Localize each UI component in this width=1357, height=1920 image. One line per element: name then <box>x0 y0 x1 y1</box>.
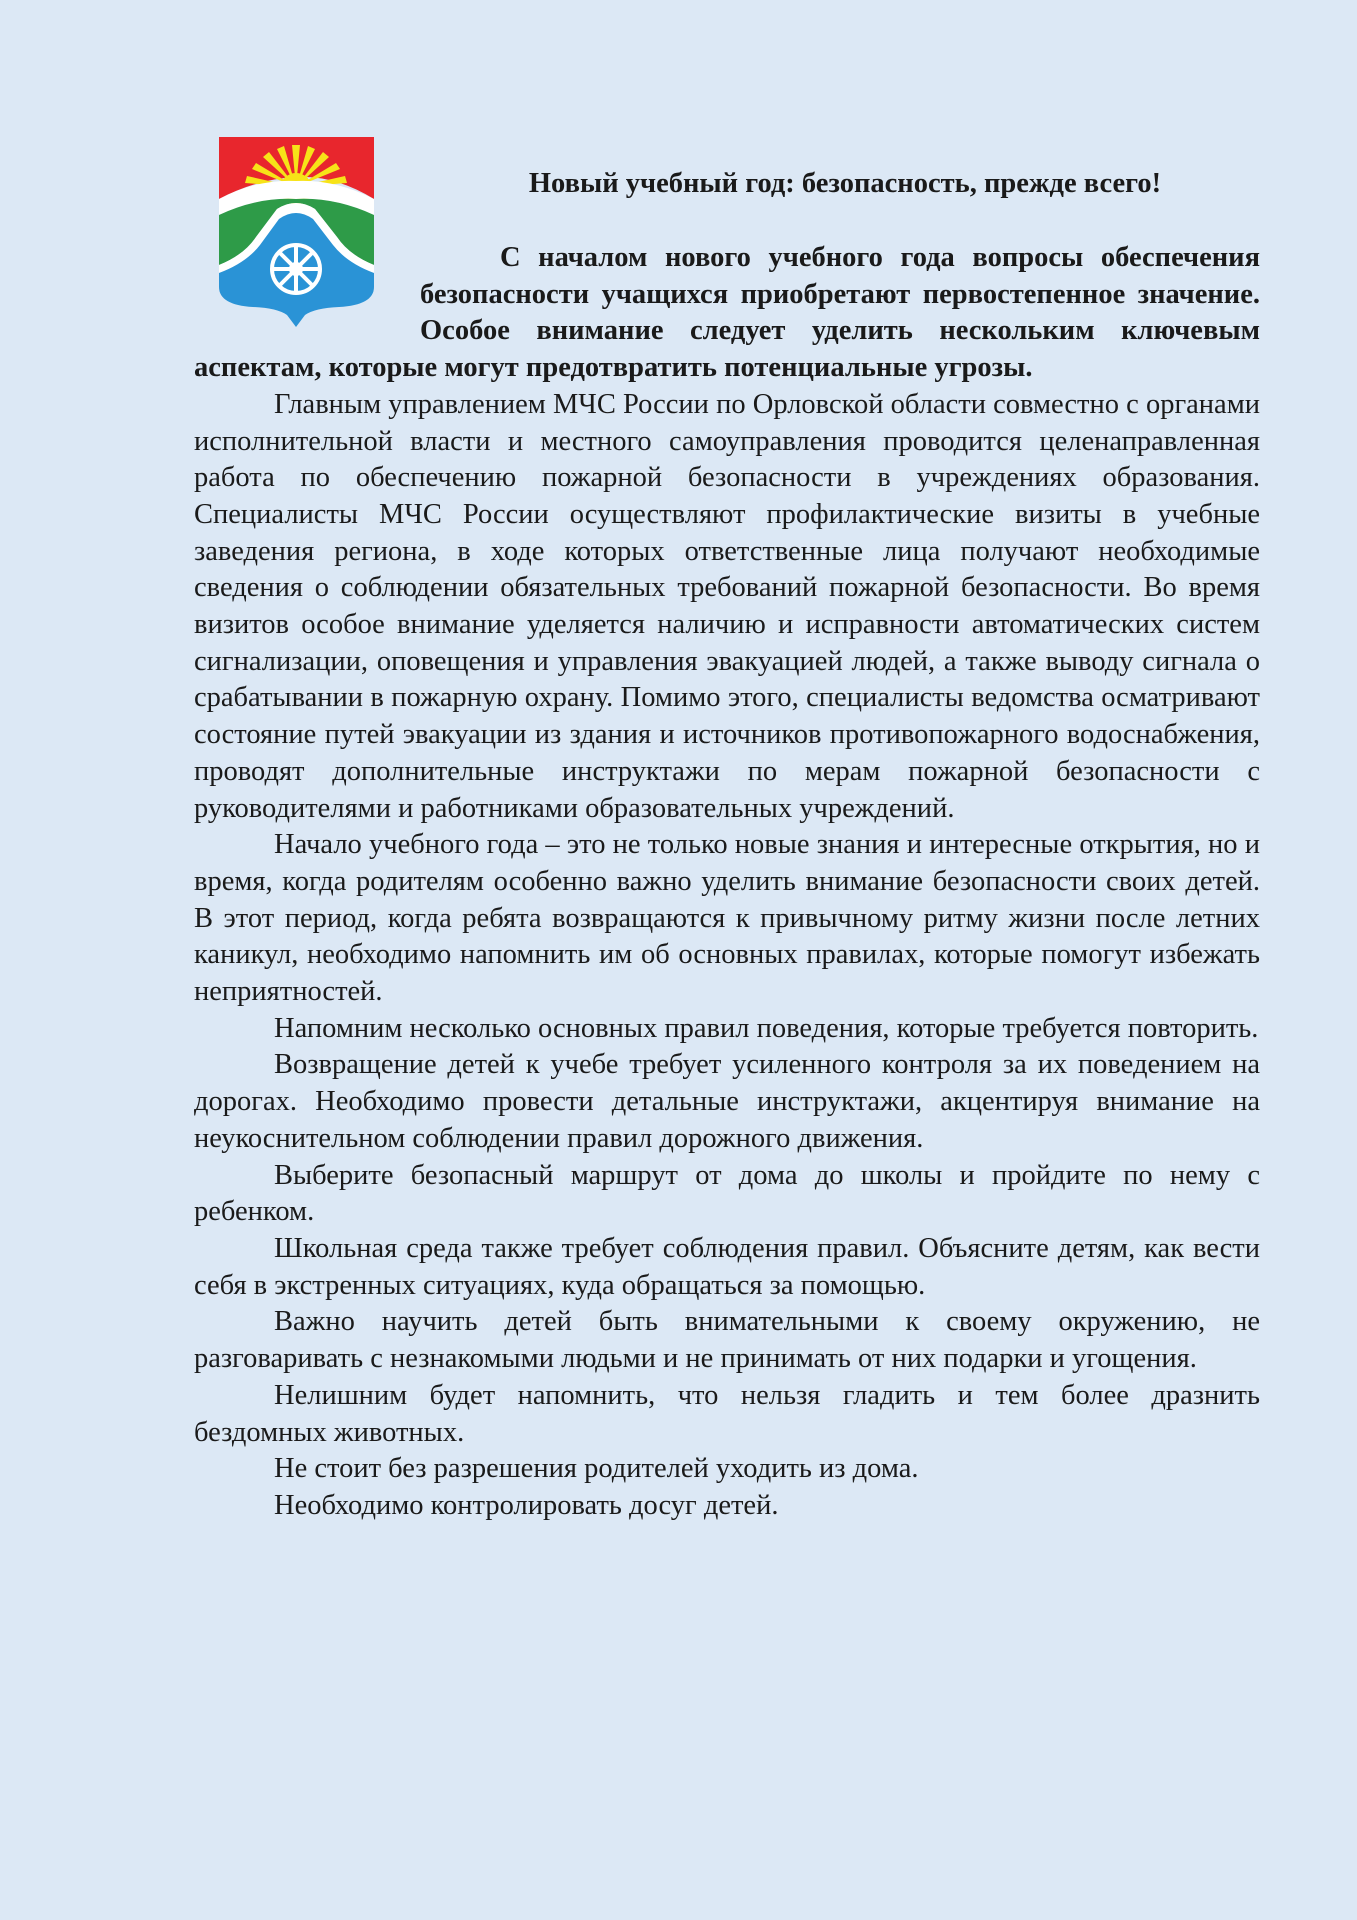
paragraph: Необходимо контролировать досуг детей. <box>274 1489 779 1521</box>
paragraph: Выберите безопасный маршрут от дома до школы и пройдите по нему с ребенком. <box>194 1159 1260 1228</box>
document-body <box>194 240 1260 1525</box>
paragraph: Школьная среда также требует соблюдения правил. Объясните детям, как вести себя в экстренных ситуациях, куда обращаться за помощью. <box>194 1232 1260 1301</box>
paragraph: Нелишним будет напомнить, что нельзя гладить и тем более дразнить бездомных животных. <box>194 1379 1260 1448</box>
paragraph: Начало учебного года – это не только новые знания и интересные открытия, но и время, когда родителям особенно важно уделить внимание безопасности своих детей. В этот период, когда ребята возвращаются к привычному ритму жизни после летних каникул, необходимо напомнить им об основных правилах, которые помогут избежать неприятностей. <box>194 829 1260 1008</box>
paragraph: Важно научить детей быть внимательными к своему окружению, не разговаривать с незнакомыми людьми и не принимать от них подарки и угощения. <box>194 1306 1260 1375</box>
paragraph: Возвращение детей к учебе требует усиленного контроля за их поведением на дорогах. Необходимо провести детальные инструктажи, акцентируя внимание на неукоснительном соблюдении правил дорожного движения. <box>194 1049 1260 1154</box>
emblem-spacer <box>194 240 420 348</box>
lead-paragraph: С началом нового учебного года вопросы обеспечения безопасности учащихся приобретают первостепенное значение. Особое внимание следует уделить нескольким ключевым аспектам, которые могут предотвратить потенциальные угрозы. <box>194 242 1260 384</box>
paragraph: Не стоит без разрешения родителей уходить из дома. <box>274 1453 919 1485</box>
document-title: Новый учебный год: безопасность, прежде всего! <box>528 168 1162 199</box>
paragraph: Напомним несколько основных правил поведения, которые требуется повторить. <box>274 1012 1259 1044</box>
paragraph: Главным управлением МЧС России по Орловской области совместно с органами исполнительной власти и местного самоуправления проводится целенаправленная работа по обеспечению пожарной безопасности в учреждениях образования. Специалисты МЧС России осуществляют профилактические визиты в учебные заведения региона, в ходе которых ответственные лица получают необходимые сведения о соблюдении обязательных требований пожарной безопасности. Во время визитов особое внимание уделяется наличию и исправности автоматических систем сигнализации, оповещения и управления эвакуацией людей, а также выводу сигнала о срабатывании в пожарную охрану. Помимо этого, специалисты ведомства осматривают состояние путей эвакуации из здания и источников противопожарного водоснабжения, проводят дополнительные инструктажи по мерам пожарной безопасности с руководителями и работниками образовательных учреждений. <box>194 388 1260 824</box>
